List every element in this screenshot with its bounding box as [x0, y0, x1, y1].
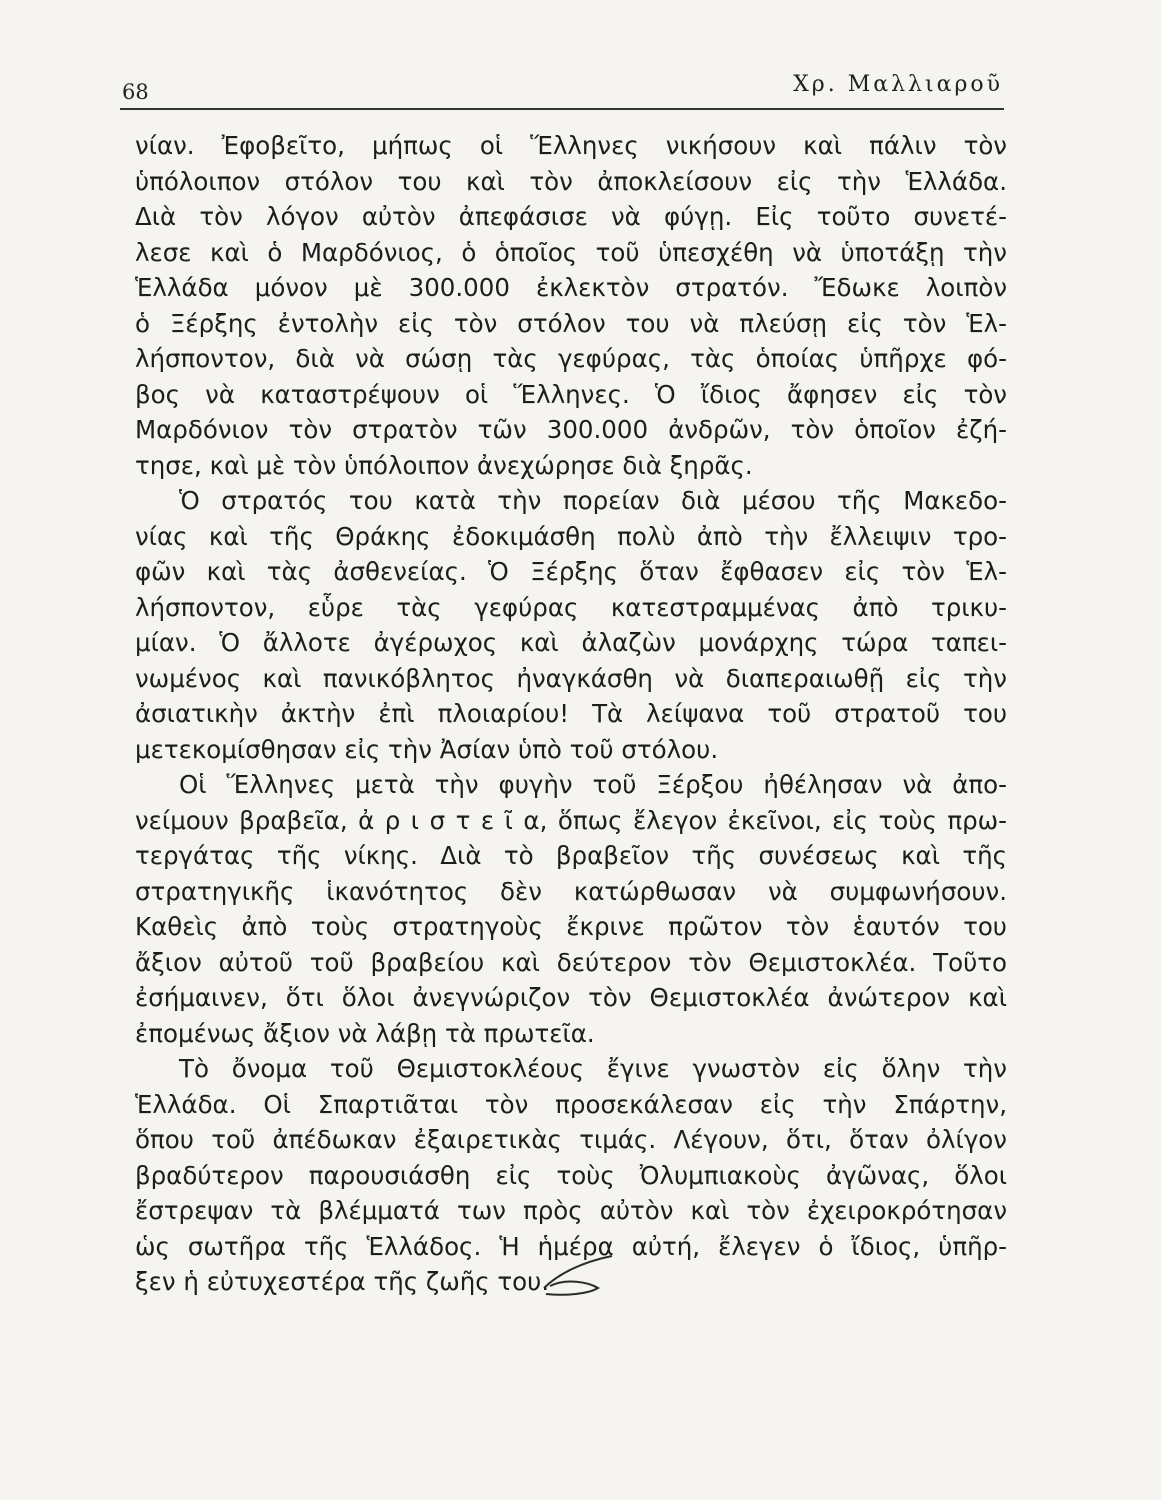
body-text	[135, 128, 1007, 1300]
text-line: Διὰ τὸν λόγον αὐτὸν ἀπεφάσισε νὰ φύγῃ. Εἰς τοῦτο συνετέ-	[135, 202, 1007, 231]
text-line: βραδύτερον παρουσιάσθη εἰς τοὺς Ὀλυμπιακοὺς ἀγῶνας, ὅλοι	[135, 1160, 1007, 1190]
text-line: φῶν καὶ τὰς ἀσθενείας. Ὁ Ξέρξης ὅταν ἔφθασεν εἰς τὸν Ἑλ-	[135, 557, 1007, 586]
text-line: ξεν ἡ εὐτυχεστέρα τῆς ζωῆς του.	[135, 1267, 550, 1296]
text-line: Τὸ ὄνομα τοῦ Θεμιστοκλέους ἔγινε γνωστὸν εἰς ὅλην τὴν	[179, 1054, 1007, 1083]
text-line: νίας καὶ τῆς Θράκης ἐδοκιμάσθη πολὺ ἀπὸ τὴν ἔλλειψιν τρο-	[135, 521, 1007, 551]
text-line: ὁ Ξέρξης ἐντολὴν εἰς τὸν στόλον του νὰ πλεύσῃ εἰς τὸν Ἑλ-	[135, 308, 1007, 338]
running-title: Χρ. Μαλλιαροῦ	[793, 72, 1003, 97]
text-line: Ἑλλάδα μόνον μὲ 300.000 ἐκλεκτὸν στρατόν. Ἔδωκε λοιπὸν	[135, 273, 1007, 302]
page-number: 68	[122, 80, 149, 104]
text-line: ἐπομένως ἄξιον νὰ λάβῃ τὰ πρωτεῖα.	[135, 1018, 595, 1048]
text-line: βος νὰ καταστρέψουν οἱ Ἕλληνες. Ὁ ἴδιος ἄφησεν εἰς τὸν	[135, 379, 1007, 409]
text-line: μετεκομίσθησαν εἰς τὴν Ἀσίαν ὑπὸ τοῦ στόλου.	[135, 734, 719, 764]
text-line: μίαν. Ὁ ἄλλοτε ἀγέρωχος καὶ ἀλαζὼν μονάρχης τώρα ταπει-	[135, 628, 1007, 657]
text-line: λήσποντον, εὗρε τὰς γεφύρας κατεστραμμένας ἀπὸ τρικυ-	[135, 592, 1007, 622]
text-line: λήσποντον, διὰ νὰ σώσῃ τὰς γεφύρας, τὰς ὁποίας ὑπῆρχε φό-	[135, 344, 1007, 373]
text-line: στρατηγικῆς ἱκανότητος δὲν κατώρθωσαν νὰ συμφωνήσουν.	[135, 876, 1007, 906]
text-line: λεσε καὶ ὁ Μαρδόνιος, ὁ ὁποῖος τοῦ ὑπεσχέθη νὰ ὑποτάξῃ τὴν	[135, 237, 1007, 267]
paragraph-3	[135, 767, 1007, 1051]
text-line: ὡς σωτῆρα τῆς Ἑλλάδος. Ἡ ἡμέρα αὐτή, ἔλεγεν ὁ ἴδιος, ὑπῆρ-	[135, 1231, 1007, 1261]
text-line: ὑπόλοιπον στόλον του καὶ τὸν ἀποκλείσουν εἰς τὴν Ἑλλάδα.	[135, 166, 1007, 196]
text-line: τεργάτας τῆς νίκης. Διὰ τὸ βραβεῖον τῆς συνέσεως καὶ τῆς	[135, 841, 1007, 870]
text-line: Ἑλλάδα. Οἱ Σπαρτιᾶται τὸν προσεκάλεσαν εἰς τὴν Σπάρτην,	[135, 1089, 1007, 1119]
text-line: ὅπου τοῦ ἀπέδωκαν ἐξαιρετικὰς τιμάς. Λέγουν, ὅτι, ὅταν ὀλίγον	[135, 1125, 1007, 1154]
text-line: Ὁ στρατός του κατὰ τὴν πορείαν διὰ μέσου τῆς Μακεδο-	[179, 486, 1007, 515]
text-line: ἔστρεψαν τὰ βλέμματά των πρὸς αὐτὸν καὶ τὸν ἐχειροκρότησαν	[135, 1196, 1007, 1225]
text-line: Οἱ Ἕλληνες μετὰ τὴν φυγὴν τοῦ Ξέρξου ἠθέλησαν νὰ ἀπο-	[179, 770, 1007, 799]
text-line: ἄξιον αὐτοῦ τοῦ βραβείου καὶ δεύτερον τὸν Θεμιστοκλέα. Τοῦτο	[135, 947, 1007, 977]
text-line: νωμένος καὶ πανικόβλητος ἠναγκάσθη νὰ διαπεραιωθῇ εἰς τὴν	[135, 663, 1007, 693]
text-line: Μαρδόνιον τὸν στρατὸν τῶν 300.000 ἀνδρῶν, τὸν ὁποῖον ἐζή-	[135, 415, 1007, 444]
text-line: ἀσιατικὴν ἀκτὴν ἐπὶ πλοιαρίου! Τὰ λείψανα τοῦ στρατοῦ του	[135, 699, 1007, 728]
text-line: νίαν. Ἐφοβεῖτο, μήπως οἱ Ἕλληνες νικήσουν καὶ πάλιν τὸν	[135, 131, 1007, 160]
paragraph-1	[135, 128, 1007, 483]
text-line: νείμουν βραβεῖα, ἀ ρ ι σ τ ε ῖ α, ὅπως ἔλεγον ἐκεῖνοι, εἰς τοὺς πρω-	[135, 805, 1007, 835]
paragraph-2	[135, 483, 1007, 767]
text-line: τησε, καὶ μὲ τὸν ὑπόλοιπον ἀνεχώρησε διὰ ξηρᾶς.	[135, 450, 753, 480]
text-line: Καθεὶς ἀπὸ τοὺς στρατηγοὺς ἔκρινε πρῶτον τὸν ἑαυτόν του	[135, 912, 1007, 941]
end-flourish-mark	[536, 1248, 616, 1304]
text-line: ἐσήμαινεν, ὅτι ὅλοι ἀνεγνώριζον τὸν Θεμιστοκλέα ἀνώτερον καὶ	[135, 983, 1007, 1012]
header-rule	[120, 108, 1004, 110]
